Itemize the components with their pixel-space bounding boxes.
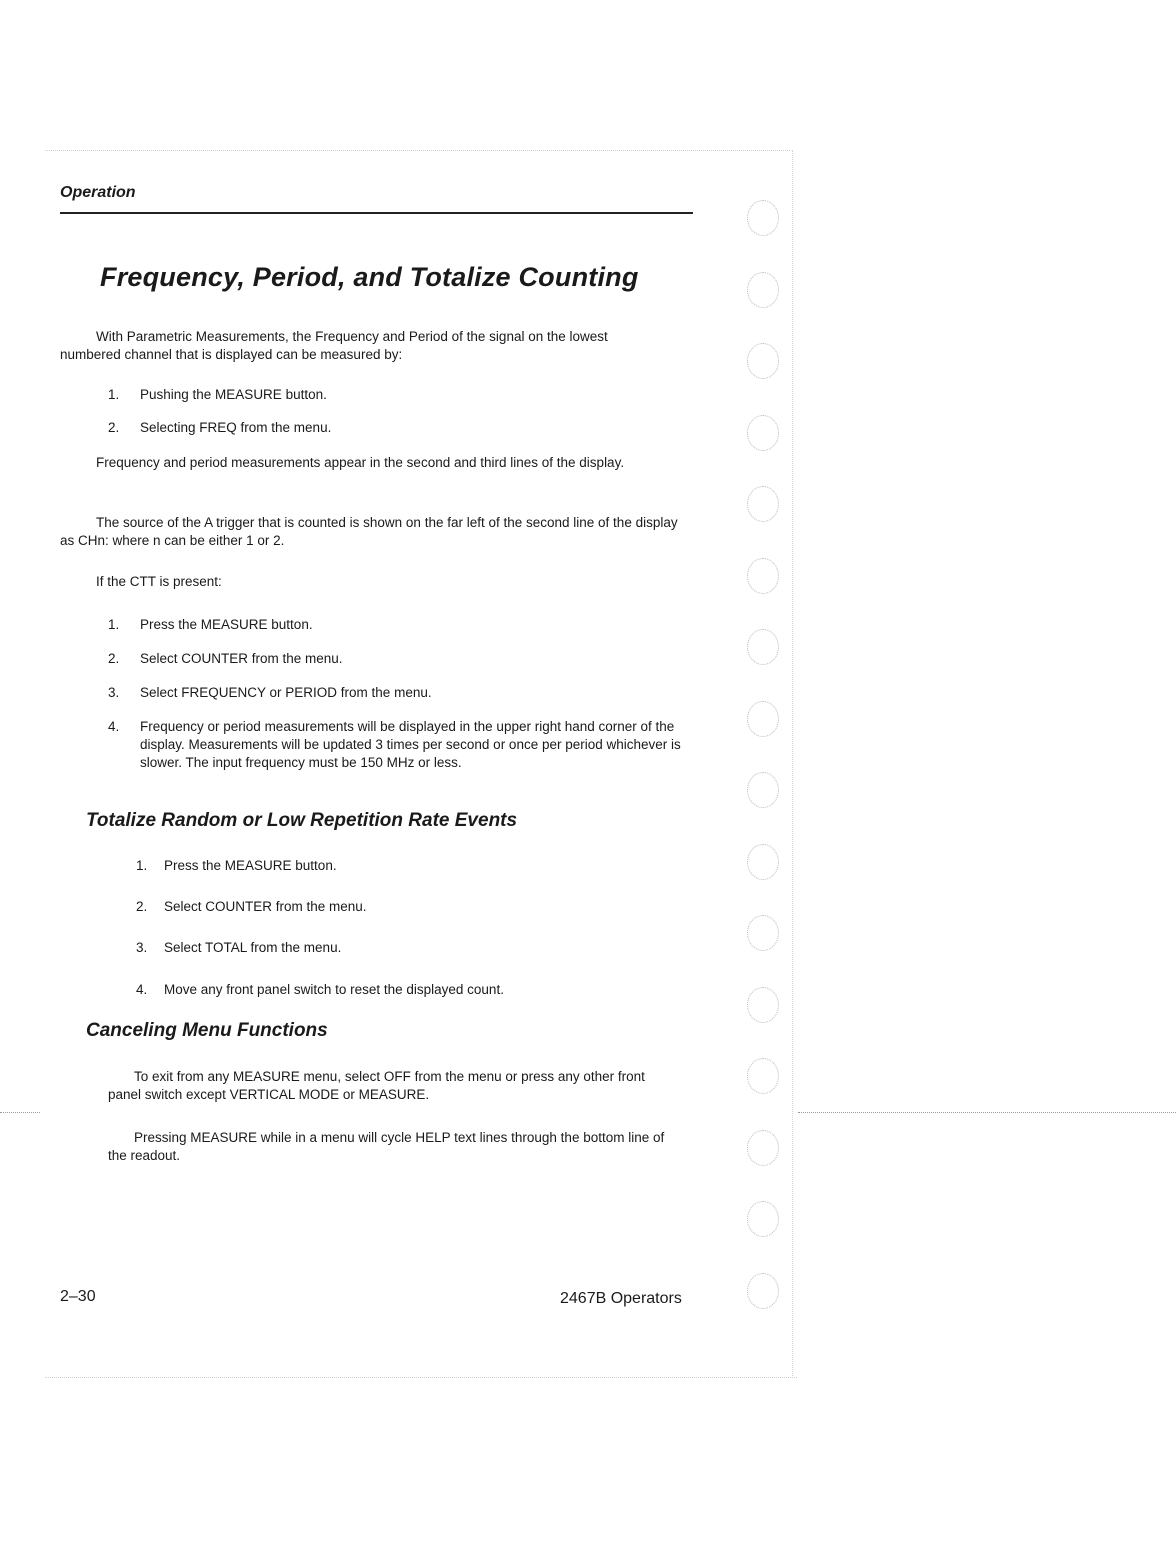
page-trim-top	[45, 150, 790, 151]
binder-hole-icon	[747, 343, 779, 379]
intro-paragraph	[60, 328, 670, 364]
binder-hole-icon	[747, 701, 779, 737]
canceling-heading: Canceling Menu Functions	[86, 1020, 328, 1041]
help-text-paragraph	[108, 1129, 673, 1165]
step-text: Select COUNTER from the menu.	[164, 899, 367, 914]
binder-hole-icon	[747, 558, 779, 594]
header-rule	[60, 212, 693, 214]
page-title: Frequency, Period, and Totalize Counting	[100, 262, 639, 292]
step-text: Move any front panel switch to reset the displayed count.	[164, 982, 504, 997]
totalize-heading: Totalize Random or Low Repetition Rate Events	[86, 810, 518, 831]
binder-hole-icon	[747, 629, 779, 665]
page-trim-bottom	[45, 1377, 797, 1378]
ctt-paragraph	[96, 573, 496, 591]
binder-hole-icon	[747, 1058, 779, 1094]
trigger-source-paragraph	[60, 514, 680, 550]
step-number: 4.	[108, 719, 120, 734]
exit-menu-text: To exit from any MEASURE menu, select OFF from the menu or press any other front panel switch except VERTICAL MODE or MEASURE.	[108, 1069, 645, 1102]
step-number: 1.	[108, 617, 120, 632]
scan-edge-line	[798, 1112, 1176, 1113]
help-text: Pressing MEASURE while in a menu will cycle HELP text lines through the bottom line of the readout.	[108, 1130, 665, 1163]
manual-name: 2467B Operators	[560, 1290, 682, 1307]
step-text: Pushing the MEASURE button.	[140, 387, 327, 402]
ctt-text: If the CTT is present:	[96, 574, 222, 589]
section-header: Operation	[60, 184, 136, 201]
binder-hole-icon	[747, 772, 779, 808]
step-number: 3.	[108, 685, 120, 700]
step-text: Press the MEASURE button.	[164, 858, 337, 873]
binder-hole-icon	[747, 1273, 779, 1309]
step-text: Frequency or period measurements will be displayed in the upper right hand corner of the display. Measurements will be updated 3 times per second or once per period whichever is slower. The input frequency must be 150 MHz or less.	[140, 719, 681, 770]
step-text: Select TOTAL from the menu.	[164, 940, 342, 955]
step-text: Selecting FREQ from the menu.	[140, 420, 332, 435]
page-trim-right	[792, 150, 793, 1378]
binder-hole-icon	[747, 200, 779, 236]
intro-text: With Parametric Measurements, the Frequency and Period of the signal on the lowest numbered channel that is displayed can be measured by:	[60, 329, 608, 362]
binder-hole-icon	[747, 415, 779, 451]
step-text: Select FREQUENCY or PERIOD from the menu.	[140, 685, 432, 700]
binder-hole-icon	[747, 272, 779, 308]
step-number: 1.	[108, 387, 120, 402]
trigger-source-text: The source of the A trigger that is counted is shown on the far left of the second line of the display as CHn: where n can be either 1 or 2.	[60, 515, 678, 548]
page-number: 2–30	[60, 1288, 96, 1305]
step-text: Press the MEASURE button.	[140, 617, 313, 632]
display-paragraph	[60, 454, 670, 472]
step-number: 1.	[136, 858, 148, 873]
binder-hole-icon	[747, 486, 779, 522]
step-number: 2.	[108, 420, 120, 435]
binder-hole-icon	[747, 844, 779, 880]
step-number: 3.	[136, 940, 148, 955]
binder-hole-icon	[747, 1130, 779, 1166]
step-number: 2.	[108, 651, 120, 666]
binder-hole-icon	[747, 987, 779, 1023]
exit-menu-paragraph	[108, 1068, 673, 1104]
display-text: Frequency and period measurements appear in the second and third lines of the display.	[96, 455, 625, 470]
step-number: 4.	[136, 982, 148, 997]
binder-hole-icon	[747, 915, 779, 951]
scan-edge-mark	[0, 1112, 40, 1113]
step-text: Select COUNTER from the menu.	[140, 651, 343, 666]
step-number: 2.	[136, 899, 148, 914]
binder-hole-icon	[747, 1201, 779, 1237]
